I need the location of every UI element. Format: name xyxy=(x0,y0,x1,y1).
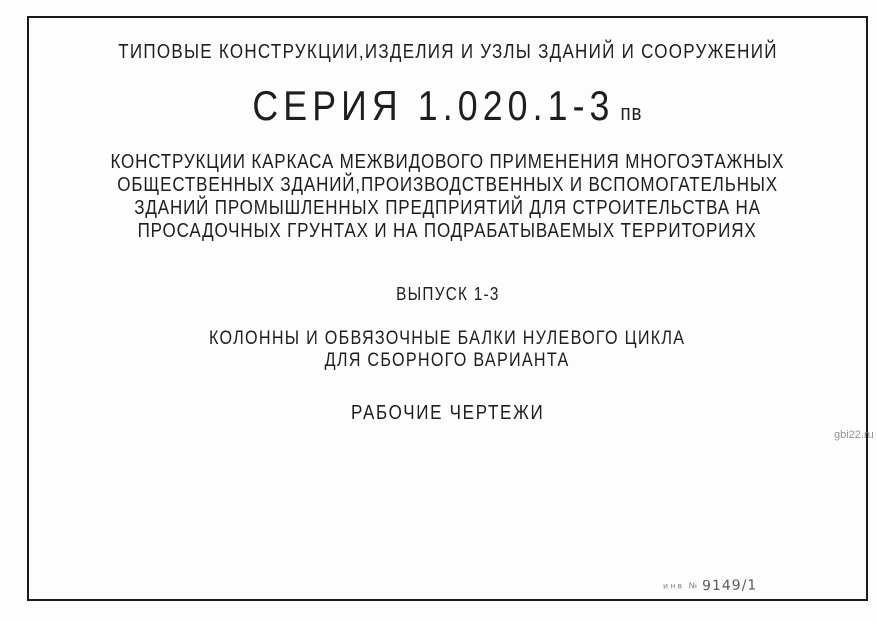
series-title-suffix: пв xyxy=(620,100,643,125)
description-line xyxy=(29,174,866,197)
subtitle-line xyxy=(29,350,866,372)
issue-label xyxy=(29,284,866,305)
description-line-text: ПРОСАДОЧНЫХ ГРУНТАХ И НА ПОДРАБАТЫВАЕМЫХ ТЕРРИТОРИЯХ xyxy=(138,220,757,242)
description-line xyxy=(29,220,866,243)
description-line xyxy=(29,151,866,174)
series-title-wrap xyxy=(253,82,643,130)
category-title xyxy=(29,41,866,64)
subtitle-line-text: ДЛЯ СБОРНОГО ВАРИАНТА xyxy=(325,350,570,371)
doc-type-label xyxy=(29,402,866,425)
description-line xyxy=(29,197,866,220)
inventory-stamp xyxy=(663,575,757,595)
category-title-text: ТИПОВЫЕ КОНСТРУКЦИИ,ИЗДЕЛИЯ И УЗЛЫ ЗДАНИЙ И СООРУЖЕНИЙ xyxy=(117,41,778,63)
description-line-text: КОНСТРУКЦИИ КАРКАСА МЕЖВИДОВОГО ПРИМЕНЕНИЯ МНОГОЭТАЖНЫХ xyxy=(110,151,785,173)
doc-type-text: РАБОЧИЕ ЧЕРТЕЖИ xyxy=(350,402,545,424)
site-watermark: gbi22.ru xyxy=(834,429,874,441)
issue-label-text: ВЫПУСК 1-3 xyxy=(395,284,500,304)
inventory-stamp-label: инв № xyxy=(662,581,700,591)
subtitle-line-text: КОЛОННЫ И ОБВЯЗОЧНЫЕ БАЛКИ НУЛЕВОГО ЦИКЛА xyxy=(209,328,686,349)
series-title xyxy=(29,82,866,130)
page-border-frame xyxy=(27,16,868,601)
inventory-stamp-number: 9149/1 xyxy=(701,577,758,595)
description-block xyxy=(29,151,866,243)
subtitle-line xyxy=(29,328,866,350)
series-title-main: СЕРИЯ 1.020.1-3 xyxy=(252,82,615,129)
subtitle-block xyxy=(29,328,866,372)
description-line-text: ОБЩЕСТВЕННЫХ ЗДАНИЙ,ПРОИЗВОДСТВЕННЫХ И ВСПОМОГАТЕЛЬНЫХ xyxy=(117,174,778,196)
description-line-text: ЗДАНИЙ ПРОМЫШЛЕННЫХ ПРЕДПРИЯТИЙ ДЛЯ СТРОИТЕЛЬСТВА НА xyxy=(134,197,761,219)
